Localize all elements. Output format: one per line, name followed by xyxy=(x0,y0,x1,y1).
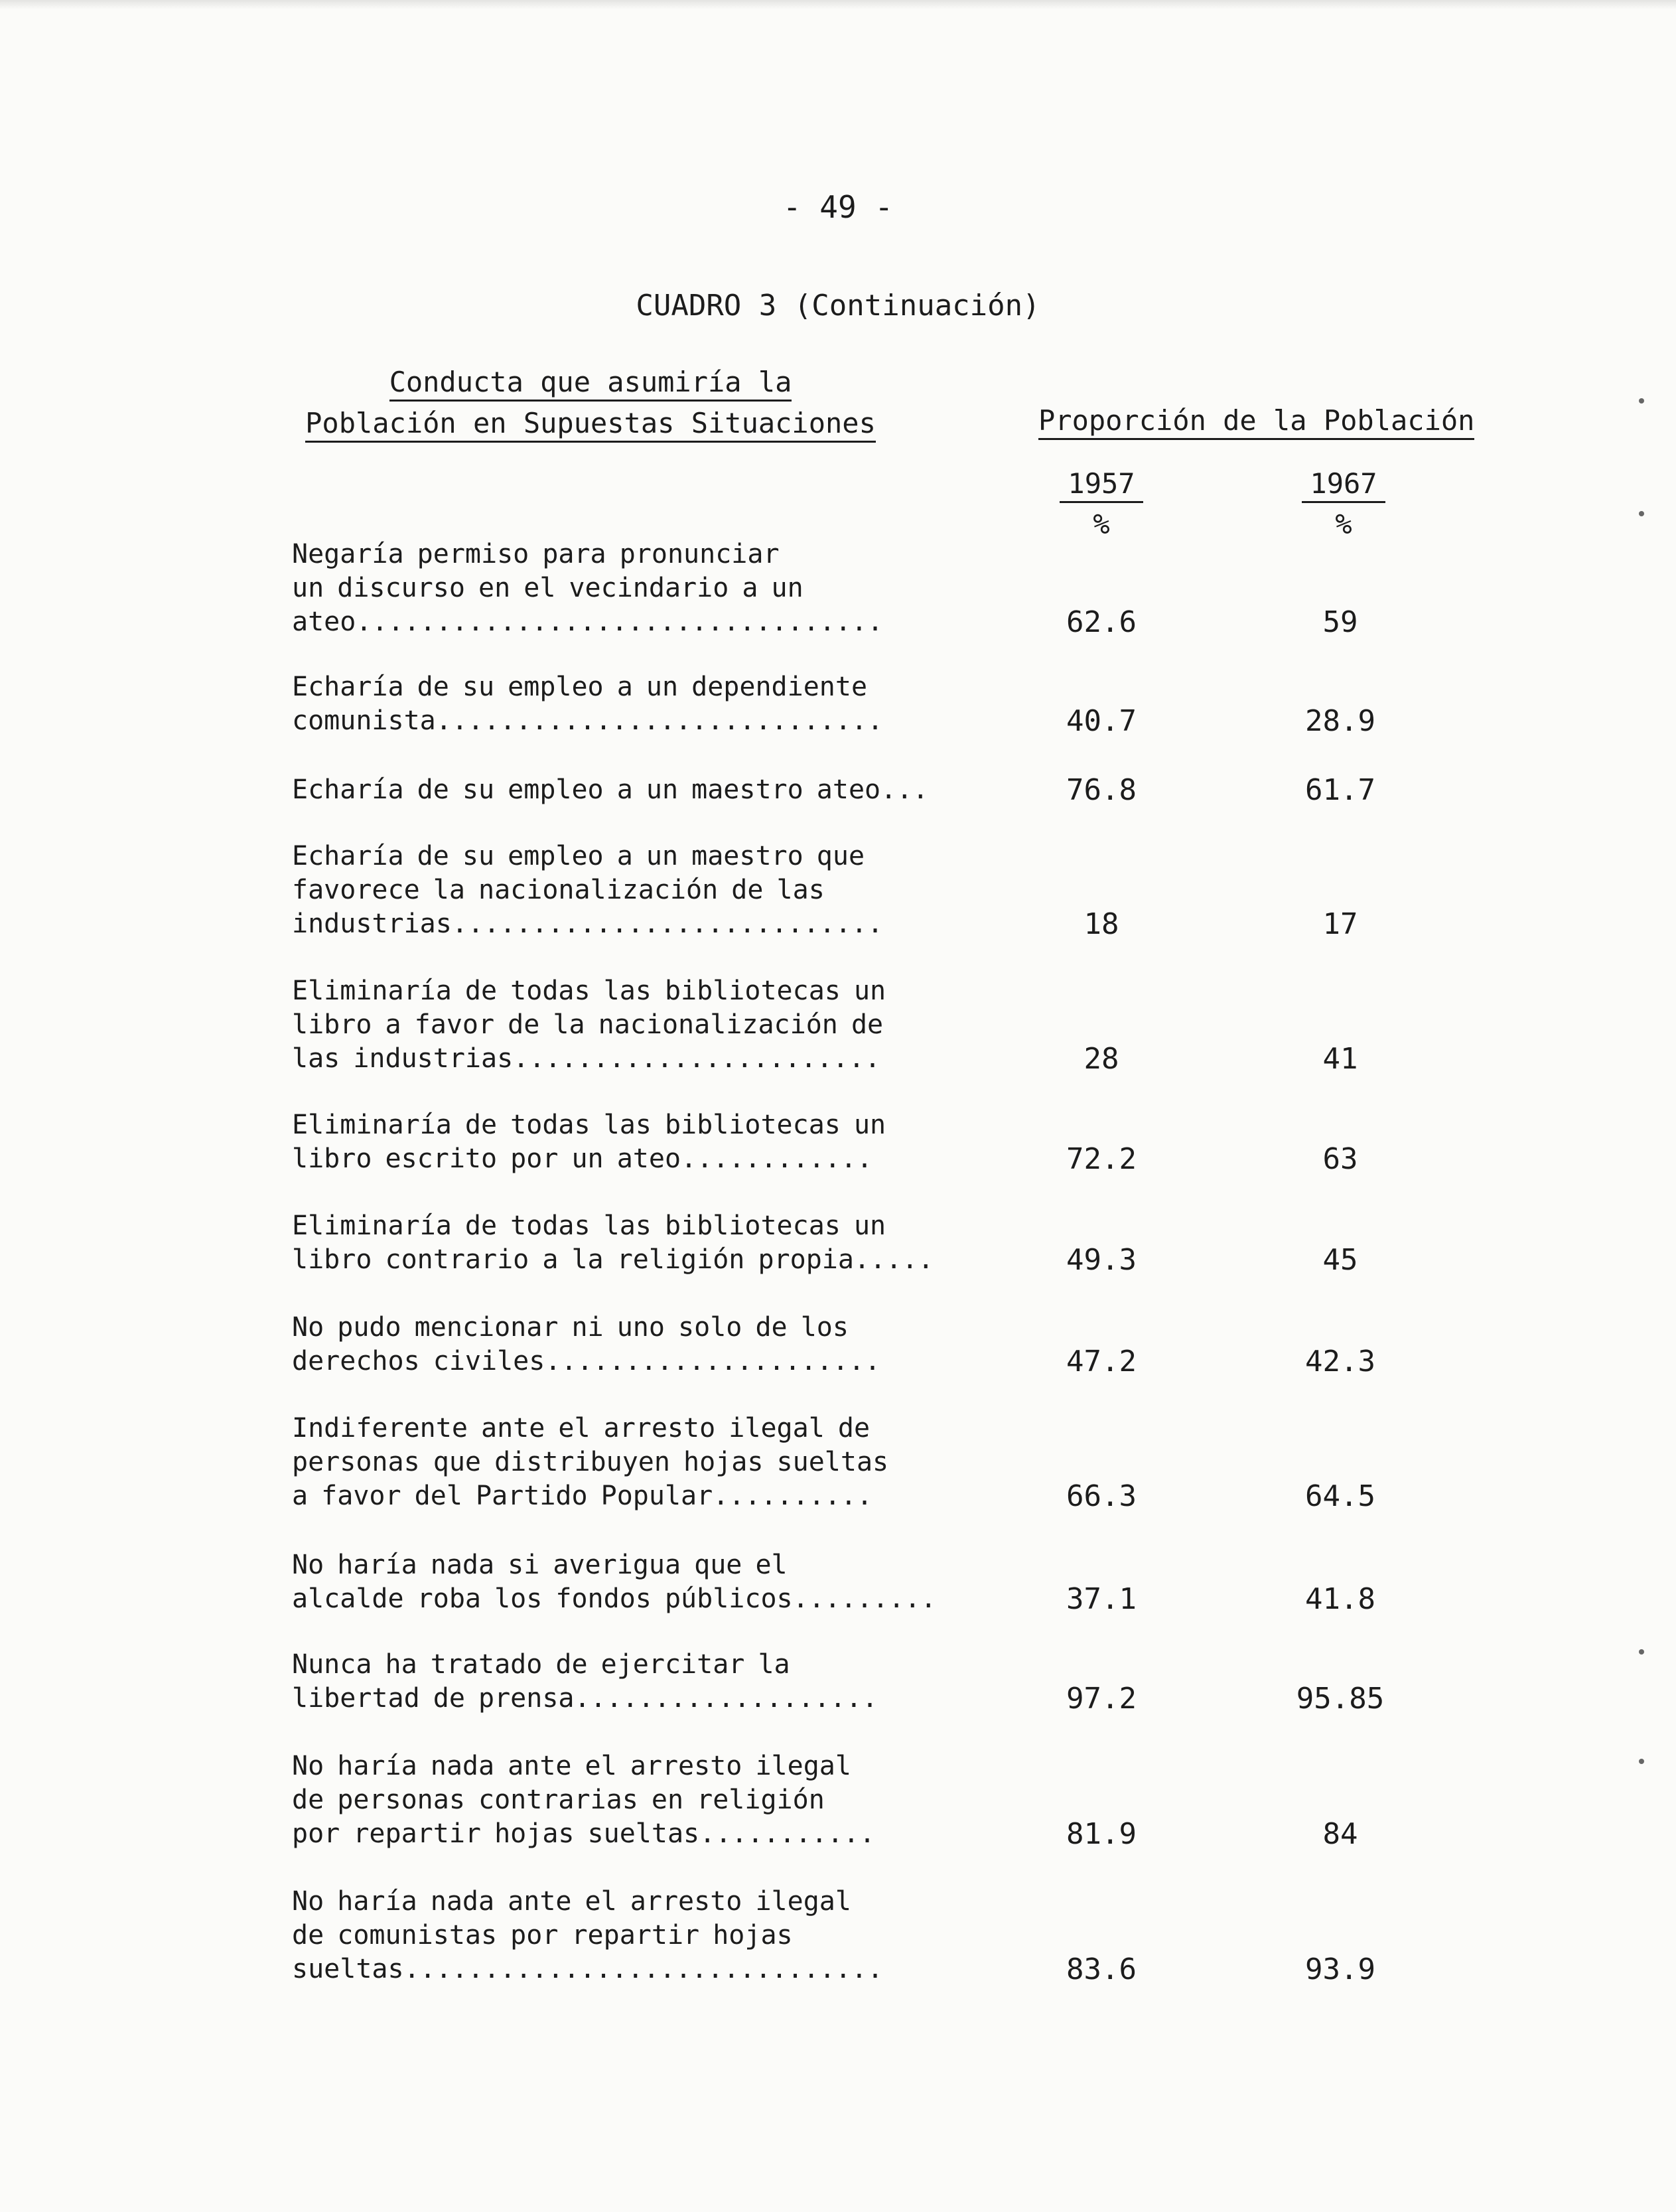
margin-speck xyxy=(1639,1759,1644,1764)
value-1957: 72.2 xyxy=(1066,1142,1137,1176)
page-top-edge xyxy=(0,0,1676,9)
value-1967: 95.85 xyxy=(1296,1682,1385,1716)
value-1957: 28 xyxy=(1083,1042,1119,1076)
table-row xyxy=(292,974,1453,1076)
table-row xyxy=(292,1885,1453,1986)
table-row xyxy=(292,1108,1453,1176)
table-row xyxy=(292,670,1453,738)
value-1967: 84 xyxy=(1322,1817,1358,1851)
column-header-proportion xyxy=(1038,400,1474,441)
value-1967: 45 xyxy=(1322,1243,1358,1277)
row-label: No haría nada ante el arresto ilegal de comunistas por repartir hojas sueltas.............................. xyxy=(292,1886,884,1984)
page-number: - 49 - xyxy=(782,189,894,225)
table-row xyxy=(292,773,1453,807)
table-row xyxy=(292,840,1453,941)
value-1957: 49.3 xyxy=(1066,1243,1137,1277)
row-label: Echaría de su empleo a un maestro ateo... xyxy=(292,774,929,805)
percent-unit-1967: % xyxy=(1335,508,1352,540)
value-1967: 41.8 xyxy=(1305,1582,1375,1616)
row-label: Indiferente ante el arresto ilegal de personas que distribuyen hojas sueltas a favor del Partido Popular.......... xyxy=(292,1413,889,1511)
table-row xyxy=(292,1209,1453,1277)
row-label: Echaría de su empleo a un dependiente comunista............................ xyxy=(292,672,884,736)
value-1957: 62.6 xyxy=(1066,605,1137,639)
value-1957: 97.2 xyxy=(1066,1682,1137,1716)
column-header-conduct-line1: Conducta que asumiría la xyxy=(389,366,792,402)
margin-speck xyxy=(1639,1649,1644,1655)
table-row xyxy=(292,538,1453,639)
value-1967: 28.9 xyxy=(1305,704,1375,738)
value-1957: 76.8 xyxy=(1066,773,1137,807)
margin-speck xyxy=(1639,511,1644,516)
column-header-proportion-text: Proporción de la Población xyxy=(1038,404,1474,440)
row-label: Eliminaría de todas las bibliotecas un libro contrario a la religión propia..... xyxy=(292,1211,934,1275)
column-header-conduct xyxy=(292,362,889,444)
row-label: Eliminaría de todas las bibliotecas un libro escrito por un ateo............ xyxy=(292,1110,886,1174)
table-row xyxy=(292,1749,1453,1851)
value-1957: 47.2 xyxy=(1066,1345,1137,1378)
value-1967: 59 xyxy=(1322,605,1358,639)
value-1957: 40.7 xyxy=(1066,704,1137,738)
table-title: CUADRO 3 (Continuación) xyxy=(636,289,1040,323)
table-row xyxy=(292,1412,1453,1513)
value-1967: 63 xyxy=(1322,1142,1358,1176)
value-1967: 61.7 xyxy=(1305,773,1375,807)
row-label: Negaría permiso para pronunciar un discurso en el vecindario a un ateo................................. xyxy=(292,539,884,637)
column-header-conduct-line2: Población en Supuestas Situaciones xyxy=(305,407,876,443)
value-1957: 83.6 xyxy=(1066,1953,1137,1986)
table-row xyxy=(292,1648,1453,1716)
margin-speck xyxy=(1639,398,1644,404)
value-1967: 41 xyxy=(1322,1042,1358,1076)
row-label: Nunca ha tratado de ejercitar la libertad de prensa................... xyxy=(292,1649,878,1714)
value-1967: 17 xyxy=(1322,907,1358,941)
table-row xyxy=(292,1311,1453,1378)
year-header-1967 xyxy=(1277,467,1410,542)
value-1957: 18 xyxy=(1083,907,1119,941)
row-label: Echaría de su empleo a un maestro que favorece la nacionalización de las industrias........................... xyxy=(292,841,884,939)
row-label: Eliminaría de todas las bibliotecas un libro a favor de la nacionalización de las industrias....................... xyxy=(292,976,886,1074)
value-1957: 66.3 xyxy=(1066,1479,1137,1513)
table-row xyxy=(292,1548,1453,1616)
value-1967: 93.9 xyxy=(1305,1953,1375,1986)
year-header-1957 xyxy=(1035,467,1168,542)
value-1957: 37.1 xyxy=(1066,1582,1137,1616)
percent-unit-1957: % xyxy=(1093,508,1110,540)
row-label: No pudo mencionar ni uno solo de los derechos civiles..................... xyxy=(292,1312,881,1376)
year-label-1967: 1967 xyxy=(1302,467,1385,503)
value-1967: 42.3 xyxy=(1305,1345,1375,1378)
year-label-1957: 1957 xyxy=(1060,467,1143,503)
value-1967: 64.5 xyxy=(1305,1479,1375,1513)
value-1957: 81.9 xyxy=(1066,1817,1137,1851)
row-label: No haría nada ante el arresto ilegal de personas contrarias en religión por repartir hojas sueltas........... xyxy=(292,1751,876,1849)
row-label: No haría nada si averigua que el alcalde roba los fondos públicos......... xyxy=(292,1550,937,1614)
